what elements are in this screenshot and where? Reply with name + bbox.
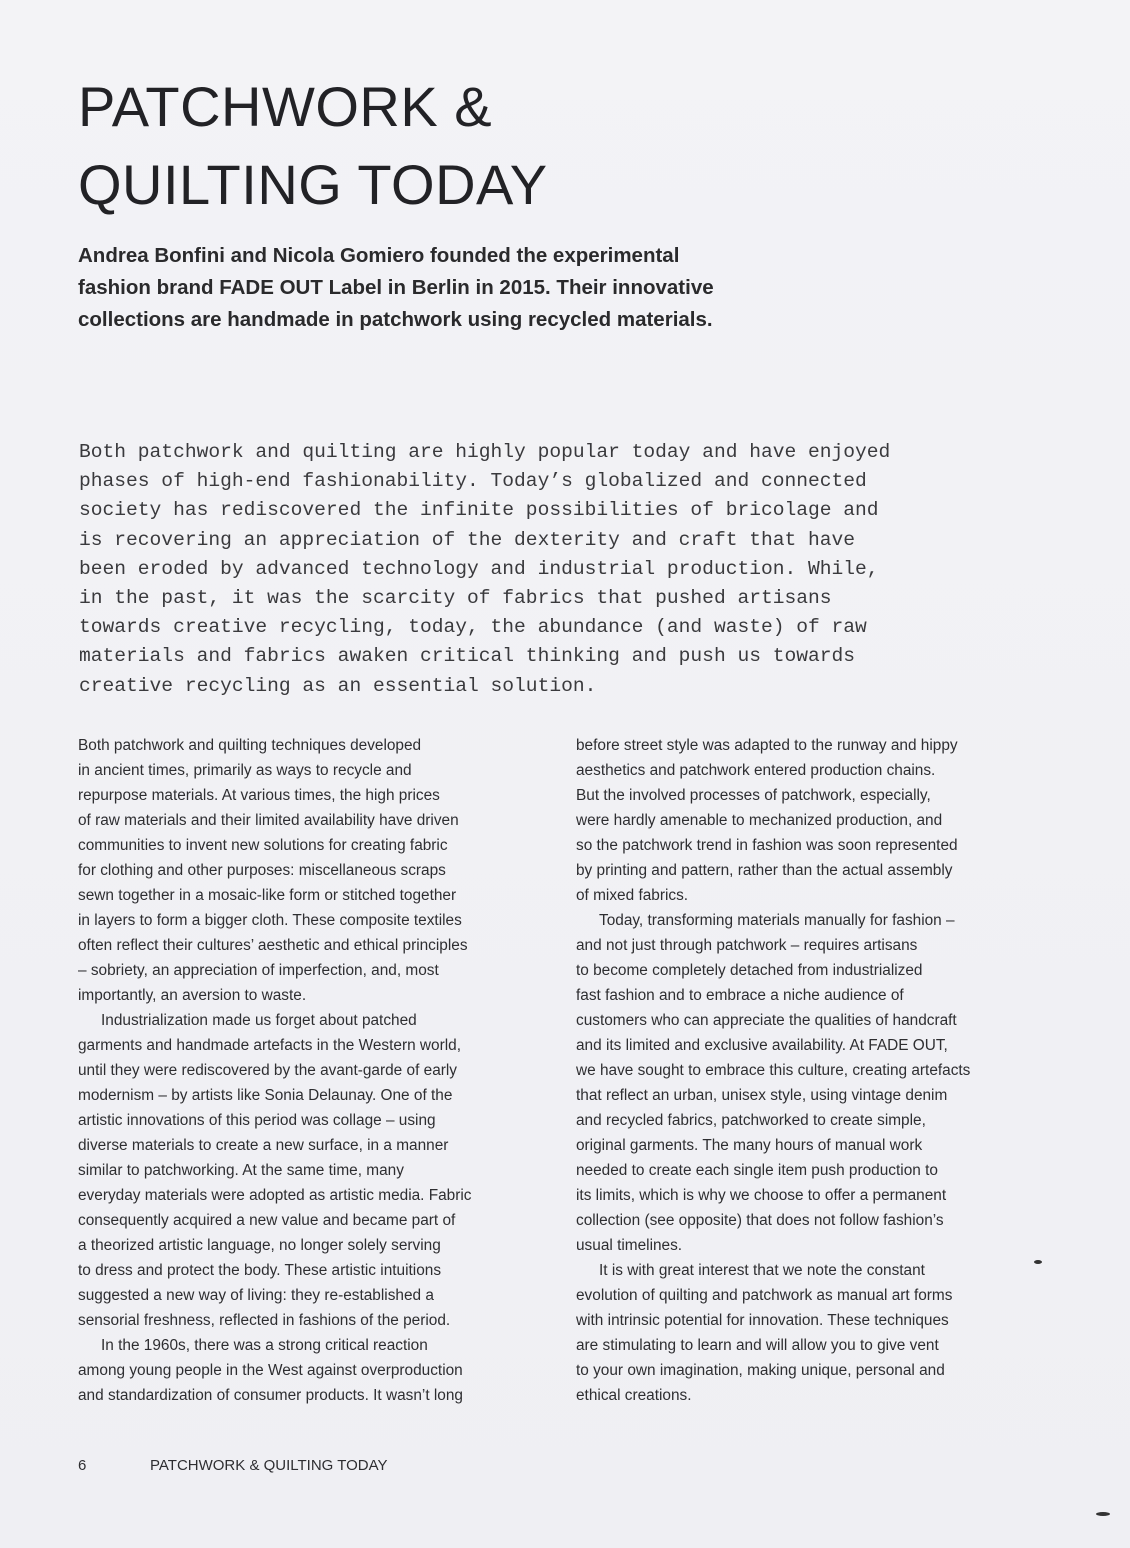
body-line: are stimulating to learn and will allow you to give vent (576, 1337, 939, 1354)
body-line: ethical creations. (576, 1387, 692, 1404)
body-line: communities to invent new solutions for creating fabric (78, 837, 448, 854)
body-line: But the involved processes of patchwork, especially, (576, 787, 931, 804)
body-line: Industrialization made us forget about patched (101, 1012, 417, 1029)
intro-line: Both patchwork and quilting are highly popular today and have enjoyed (79, 441, 891, 463)
body-column-left (78, 733, 471, 1408)
body-line: aesthetics and patchwork entered production chains. (576, 762, 936, 779)
body-line: of raw materials and their limited availability have driven (78, 812, 459, 829)
print-speck (1096, 1512, 1110, 1516)
body-line: – sobriety, an appreciation of imperfection, and, most (78, 962, 439, 979)
intro-line: been eroded by advanced technology and industrial production. While, (79, 557, 879, 580)
body-line: In the 1960s, there was a strong critical reaction (101, 1337, 428, 1354)
page-number: 6 (78, 1457, 87, 1474)
body-line: usual timelines. (576, 1237, 683, 1254)
lede-paragraph (78, 240, 714, 336)
body-line: repurpose materials. At various times, the high prices (78, 787, 440, 804)
body-line: and its limited and exclusive availability. At FADE OUT, (576, 1037, 948, 1054)
intro-line: towards creative recycling, today, the abundance (and waste) of raw (79, 616, 867, 639)
body-line: so the patchwork trend in fashion was soon represented (576, 837, 958, 854)
body-line: Today, transforming materials manually for fashion – (599, 912, 955, 929)
body-line: often reflect their cultures’ aesthetic and ethical principles (78, 937, 468, 954)
body-line: similar to patchworking. At the same time, many (78, 1162, 404, 1179)
body-line: and recycled fabrics, patchworked to create simple, (576, 1112, 926, 1129)
body-line: and not just through patchwork – requires artisans (576, 937, 918, 954)
body-line: Both patchwork and quilting techniques developed (78, 737, 422, 754)
body-line: with intrinsic potential for innovation. These techniques (576, 1312, 949, 1329)
running-head: PATCHWORK & QUILTING TODAY (150, 1457, 388, 1474)
intro-line: phases of high-end fashionability. Today’s globalized and connected (79, 470, 867, 493)
body-line: and standardization of consumer products. It wasn’t long (78, 1387, 463, 1404)
print-speck (1034, 1260, 1042, 1264)
body-line: sewn together in a mosaic-like form or stitched together (78, 887, 457, 904)
lede-line: collections are handmade in patchwork using recycled materials. (78, 308, 713, 331)
body-line: its limits, which is why we choose to offer a permanent (576, 1187, 947, 1204)
intro-line: in the past, it was the scarcity of fabrics that pushed artisans (79, 587, 832, 610)
intro-paragraph (79, 438, 890, 701)
body-line: fast fashion and to embrace a niche audience of (576, 987, 904, 1004)
body-line: diverse materials to create a new surface, in a manner (78, 1137, 449, 1154)
body-line: that reflect an urban, unisex style, using vintage denim (576, 1087, 948, 1104)
body-line: to dress and protect the body. These artistic intuitions (78, 1262, 442, 1279)
body-line: until they were rediscovered by the avant-garde of early (78, 1062, 457, 1079)
body-line: to your own imagination, making unique, personal and (576, 1362, 945, 1379)
title-line: PATCHWORK & (78, 75, 493, 138)
lede-line: fashion brand FADE OUT Label in Berlin in 2015. Their innovative (78, 276, 714, 299)
body-line: importantly, an aversion to waste. (78, 987, 307, 1004)
body-line: in layers to form a bigger cloth. These composite textiles (78, 912, 462, 929)
title-line: QUILTING TODAY (78, 153, 548, 216)
body-line: for clothing and other purposes: miscellaneous scraps (78, 862, 446, 879)
body-line: to become completely detached from industrialized (576, 962, 923, 979)
body-line: artistic innovations of this period was collage – using (78, 1112, 436, 1129)
intro-line: society has rediscovered the infinite possibilities of bricolage and (79, 499, 879, 522)
body-line: needed to create each single item push production to (576, 1162, 938, 1179)
body-line: a theorized artistic language, no longer solely serving (78, 1237, 441, 1254)
body-line: It is with great interest that we note the constant (599, 1262, 925, 1279)
body-line: collection (see opposite) that does not follow fashion’s (576, 1212, 944, 1229)
body-line: among young people in the West against overproduction (78, 1362, 463, 1379)
body-line: customers who can appreciate the qualities of handcraft (576, 1012, 957, 1029)
intro-line: is recovering an appreciation of the dexterity and craft that have (79, 528, 856, 551)
body-column-right (576, 733, 970, 1408)
body-line: consequently acquired a new value and became part of (78, 1212, 456, 1229)
lede-line: Andrea Bonfini and Nicola Gomiero founded the experimental (78, 244, 680, 267)
page-title (78, 68, 548, 224)
intro-line: creative recycling as an essential solution. (79, 674, 597, 697)
body-line: were hardly amenable to mechanized production, and (576, 812, 943, 829)
body-line: modernism – by artists like Sonia Delaunay. One of the (78, 1087, 453, 1104)
page-footer (78, 1457, 388, 1474)
body-line: by printing and pattern, rather than the actual assembly (576, 862, 953, 879)
body-line: before street style was adapted to the runway and hippy (576, 737, 958, 754)
body-line: of mixed fabrics. (576, 887, 689, 904)
body-line: sensorial freshness, reflected in fashions of the period. (78, 1312, 451, 1329)
body-line: original garments. The many hours of manual work (576, 1137, 923, 1154)
body-line: suggested a new way of living: they re-established a (78, 1287, 434, 1304)
body-line: evolution of quilting and patchwork as manual art forms (576, 1287, 953, 1304)
body-line: garments and handmade artefacts in the Western world, (78, 1037, 461, 1054)
body-line: in ancient times, primarily as ways to recycle and (78, 762, 412, 779)
intro-line: materials and fabrics awaken critical thinking and push us towards (79, 645, 856, 668)
body-line: we have sought to embrace this culture, creating artefacts (576, 1062, 971, 1079)
body-line: everyday materials were adopted as artistic media. Fabric (78, 1187, 472, 1204)
